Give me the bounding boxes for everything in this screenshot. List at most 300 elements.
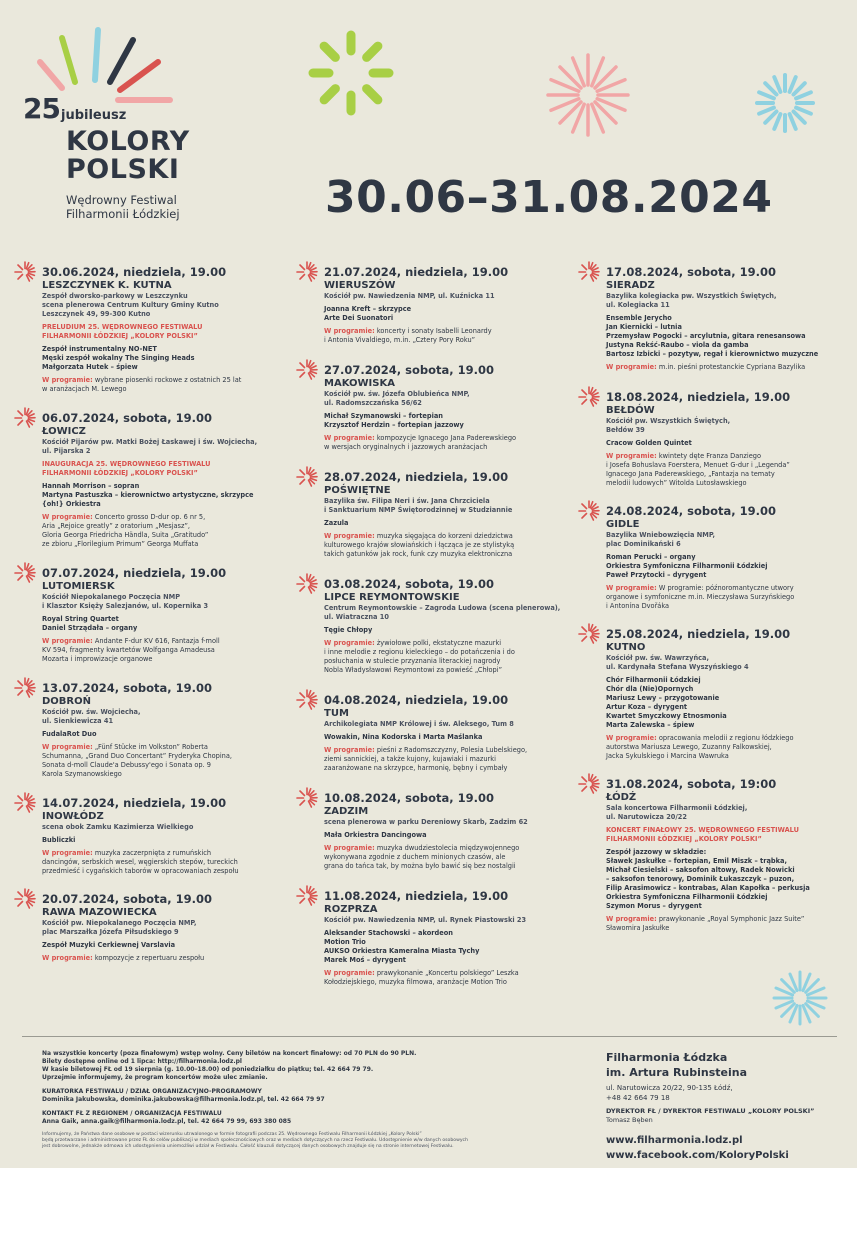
program-text: Gloria Georga Friedricha Händla, Suita „Gratitudo”	[42, 531, 209, 539]
event-venue	[42, 438, 280, 456]
performer-line: Royal String Quartet	[42, 615, 119, 623]
program-line	[324, 862, 568, 871]
event-date: 30.06.2024, niedziela, 19.00	[42, 265, 227, 279]
date-burst-icon	[14, 888, 36, 910]
event-date: 14.07.2024, niedziela, 19.00	[42, 796, 227, 810]
region-label: KONTAKT FŁ Z REGIONEM / ORGANIZACJA FESTIWALU	[42, 1110, 222, 1117]
program-line	[324, 764, 568, 773]
program-line	[606, 743, 844, 752]
event-town: ŁOWICZ	[42, 426, 86, 437]
event-performers	[324, 305, 568, 323]
event-town: ROZPRZA	[324, 904, 378, 915]
performer-line: Joanna Kreft – skrzypce	[324, 305, 412, 313]
event-town: ŁÓDŹ	[606, 792, 637, 803]
venue-line: Kościół pw. Niepokalanego Poczęcia NMP,	[42, 919, 197, 927]
performer-line: Michał Ciesielski – saksofon altowy, Radek Nowicki	[606, 866, 795, 874]
program-text: Ignacego Jana Paderewskiego, „Fantazja na tematy	[606, 470, 775, 478]
event-performers	[324, 412, 568, 430]
program-text: żywiołowe polki, ekstatyczne mazurki	[376, 639, 502, 647]
performer-line: Marek Moś – dyrygent	[324, 956, 406, 964]
performer-line: Przemysław Pogocki – arcylutnia, gitara renesansowa	[606, 332, 806, 340]
performer-line: Krzysztof Herdzin – fortepian jazzowy	[324, 421, 464, 429]
program-line	[42, 385, 280, 394]
performer-line: Chór Filharmonii Łódzkiej	[606, 676, 701, 684]
event-program	[42, 954, 280, 963]
program-line	[606, 363, 844, 372]
program-text: kompozycje z repertuaru zespołu	[94, 954, 205, 962]
event-venue	[324, 497, 568, 515]
performer-line: Kwartet Smyczkowy Etnosmonia	[606, 712, 727, 720]
event-block	[18, 681, 280, 779]
footer-info	[42, 1050, 582, 1150]
program-text: grana do tańca tak, by można było bawić się bez nostalgii	[324, 862, 516, 870]
program-line	[42, 761, 280, 770]
date-burst-icon	[578, 261, 600, 283]
program-text: Aria „Rejoice greatly” z oratorium „Mesjasz”,	[42, 522, 190, 530]
event-performers	[324, 831, 568, 840]
program-line	[42, 770, 280, 779]
performer-line: Martyna Pastuszka – kierownictwo artystyczne, skrzypce	[42, 491, 254, 499]
program-label: W programie:	[324, 327, 375, 335]
event-performers	[42, 730, 280, 739]
event-block	[582, 390, 844, 488]
performer-line: Wowakin, Nina Kodorska i Marta Maślanka	[324, 733, 483, 741]
program-text: takich gatunków jak rock, funk czy muzyka elektroniczna	[324, 550, 513, 558]
disclaimer-line: jest dobrowolne, jednakże odmowa ich udostępnienia uniemożliwi udział w Festiwalu. Całość klauzuli dotyczącej danych osobowych znajduje się na stronie internetowej Festiwalu.	[42, 1144, 454, 1149]
venue-line: Zespół dworsko-parkowy w Leszczynku	[42, 292, 188, 300]
performer-line: Szymon Morus – dyrygent	[606, 902, 702, 910]
program-text: kulturowego krajów słowiańskich i łącząca je ze stylistyką	[324, 541, 515, 549]
event-block	[18, 265, 280, 394]
program-text: organowe i symfoniczne m.in. Mieczysława Surzyńskiego	[606, 593, 795, 601]
event-date: 06.07.2024, sobota, 19.00	[42, 411, 213, 425]
program-line	[324, 657, 568, 666]
event-venue	[324, 604, 568, 622]
program-line	[42, 858, 280, 867]
program-text: prawykonanie „Royal Symphonic Jazz Suite”	[658, 915, 805, 923]
event-performers	[606, 314, 844, 359]
date-burst-icon	[14, 261, 36, 283]
facebook-link[interactable]: www.facebook.com/KoloryPolski	[606, 1150, 789, 1161]
disclaimer-line: będą przetwarzane i administrowane przez FŁ do celów publikacji w mediach społecznościowych oraz w mediach dotyczących na rzecz Festiwalu. Udostępnienie w/w danych osobowych	[42, 1138, 468, 1143]
event-block	[300, 889, 568, 987]
program-line	[42, 752, 280, 761]
event-performers	[606, 676, 844, 730]
program-line	[324, 844, 568, 853]
venue-line: Kościół pw. św. Józefa Oblubieńca NMP,	[324, 390, 470, 398]
performer-line: Bartosz Izbicki – pozytyw, regał i kierownictwo muzyczne	[606, 350, 819, 358]
event-block	[300, 791, 568, 871]
anniversary-word: jubileusz	[61, 108, 127, 123]
event-town: LESZCZYNEK K. KUTNA	[42, 280, 172, 291]
program-text: i inne melodie z regionu kieleckiego – do potańczenia i do	[324, 648, 515, 656]
program-text: w aranżacjach M. Lewego	[42, 385, 127, 393]
program-line	[606, 470, 844, 479]
program-line	[606, 924, 844, 933]
event-program	[606, 452, 844, 488]
performer-line: Motion Trio	[324, 938, 366, 946]
event-date: 04.08.2024, niedziela, 19.00	[324, 693, 509, 707]
program-text: Andante F-dur KV 616, Fantazja f-moll	[94, 637, 220, 645]
program-text: koncerty i sonaty Isabelli Leonardy	[376, 327, 492, 335]
event-venue	[42, 593, 280, 611]
program-label: W programie:	[324, 969, 375, 977]
program-line	[606, 602, 844, 611]
event-town: ZADZIM	[324, 806, 369, 817]
event-date: 17.08.2024, sobota, 19.00	[606, 265, 777, 279]
program-label: W programie:	[324, 844, 375, 852]
program-label: W programie:	[42, 637, 93, 645]
date-burst-icon	[296, 466, 318, 488]
program-label: W programie:	[324, 532, 375, 540]
event-town: BEŁDÓW	[606, 405, 655, 416]
event-venue	[324, 916, 568, 925]
program-text: posłuchania w stulecie przyznania literackiej nagrody	[324, 657, 501, 665]
disclaimer-line: Informujemy, że Państwa dane osobowe w postaci wizerunku utrwalonego w formie fotografii podczas 25. Wędrownego Festiwalu Filharmonii Łódzkiej „Kolory Polski”	[42, 1132, 422, 1137]
performer-line: FudalaRot Duo	[42, 730, 97, 738]
special-line: FILHARMONII ŁÓDZKIEJ „KOLORY POLSKI”	[42, 332, 198, 340]
event-block	[18, 566, 280, 664]
festival-subtitle	[66, 193, 180, 221]
venue-line: ul. Sienkiewicza 41	[42, 717, 114, 725]
date-burst-icon	[296, 689, 318, 711]
program-text: kompozycje Ignacego Jana Paderewskiego	[376, 434, 517, 442]
venue-line: Bełdów 39	[606, 426, 645, 434]
performer-line: {oh!} Orkiestra	[42, 500, 101, 508]
event-block	[300, 470, 568, 559]
date-burst-icon	[14, 792, 36, 814]
event-performers	[324, 733, 568, 742]
event-venue	[606, 804, 844, 822]
program-line	[324, 978, 568, 987]
event-date: 03.08.2024, sobota, 19.00	[324, 577, 495, 591]
program-text: ze zbioru „Florilegium Primum” Georga Muffata	[42, 540, 199, 548]
performer-line: Cracow Golden Quintet	[606, 439, 692, 447]
event-performers	[324, 626, 568, 635]
program-text: Nobla Władysławowi Reymontowi za powieść „Chłopi”	[324, 666, 502, 674]
event-program	[606, 363, 844, 372]
program-label: W programie:	[606, 734, 657, 742]
venue-line: ul. Kardynała Stefana Wyszyńskiego 4	[606, 663, 749, 671]
date-burst-icon	[578, 500, 600, 522]
program-line	[324, 443, 568, 452]
program-line	[324, 550, 568, 559]
event-program	[42, 849, 280, 876]
performer-line: Justyna Rekść-Raubo – viola da gamba	[606, 341, 749, 349]
event-performers	[606, 439, 844, 448]
event-venue	[324, 390, 568, 408]
venue-line: plac Dominikański 6	[606, 540, 681, 548]
special-line: INAUGURACJA 25. WĘDROWNEGO FESTIWALU	[42, 460, 211, 468]
performer-line: – saksofon tenorowy, Dominik Łukaszczyk – puzon,	[606, 875, 795, 883]
festival-title	[66, 128, 190, 184]
performer-line: Zespół instrumentalny NO-NET	[42, 345, 157, 353]
festival-date-range: 30.06–31.08.2024	[325, 172, 773, 223]
org-phone[interactable]: +48 42 664 79 18	[606, 1094, 670, 1102]
program-line	[606, 479, 844, 488]
event-town: TUM	[324, 708, 349, 719]
performer-line: Hannah Morrison – sopran	[42, 482, 140, 490]
program-text: W programie: późnoromantyczne utwory	[658, 584, 794, 592]
performer-line: Zespół jazzowy w składzie:	[606, 848, 707, 856]
region-contact[interactable]: Anna Gaik, anna.gaik@filharmonia.lodz.pl, tel. 42 664 79 99, 693 380 085	[42, 1118, 292, 1125]
event-program	[324, 434, 568, 452]
org-name-line-2: im. Artura Rubinsteina	[606, 1066, 748, 1079]
venue-line: ul. Radomszczańska 56/62	[324, 399, 422, 407]
program-text: muzyka dwudziestolecia międzywojennego	[376, 844, 520, 852]
program-label: W programie:	[324, 639, 375, 647]
performer-line: Daniel Strządała – organy	[42, 624, 138, 632]
venue-line: scena obok Zamku Kazimierza Wielkiego	[42, 823, 194, 831]
event-performers	[324, 519, 568, 528]
venue-line: ul. Kolegiacka 11	[606, 301, 670, 309]
venue-line: plac Marszałka Józefa Piłsudskiego 9	[42, 928, 179, 936]
program-line	[324, 755, 568, 764]
event-venue	[42, 823, 280, 832]
event-town: SIERADZ	[606, 280, 655, 291]
event-block	[300, 693, 568, 773]
title-line-2: POLSKI	[66, 154, 180, 185]
program-line	[42, 637, 280, 646]
performer-line: Tęgie Chłopy	[324, 626, 373, 634]
event-date: 18.08.2024, niedziela, 19.00	[606, 390, 791, 404]
date-burst-icon	[14, 677, 36, 699]
special-line: KONCERT FINAŁOWY 25. WĘDROWNEGO FESTIWALU	[606, 826, 800, 834]
event-date: 21.07.2024, niedziela, 19.00	[324, 265, 509, 279]
program-text: wybrane piosenki rockowe z ostatnich 25 lat	[94, 376, 242, 384]
event-performers	[324, 929, 568, 965]
venue-line: ul. Pijarska 2	[42, 447, 91, 455]
program-text: zaaranżowane na skrzypce, harmonię, bębny i cymbały	[324, 764, 508, 772]
org-name-line-1: Filharmonia Łódzka	[606, 1051, 728, 1064]
program-line	[42, 531, 280, 540]
event-performers	[42, 941, 280, 950]
event-program	[606, 734, 844, 761]
info-line[interactable]: Bilety dostępne online od 1 lipca: http://filharmonia.lodz.pl	[42, 1058, 242, 1065]
program-text: Jacka Sykulskiego i Marcina Wawruka	[606, 752, 729, 760]
event-venue	[42, 708, 280, 726]
subtitle-line-2: Filharmonii Łódzkiej	[66, 207, 180, 221]
event-block	[18, 892, 280, 963]
event-venue	[606, 417, 844, 435]
performer-line: Małgorzata Hutek – śpiew	[42, 363, 138, 371]
event-town: INOWŁÓDZ	[42, 811, 104, 822]
program-line	[606, 915, 844, 924]
date-burst-icon	[296, 359, 318, 381]
curator-contact[interactable]: Dominika Jakubowska, dominika.jakubowska@filharmonia.lodz.pl, tel. 42 664 79 97	[42, 1096, 325, 1103]
program-text: m.in. pieśni protestanckie Cypriana Bazylika	[658, 363, 806, 371]
event-performers	[42, 615, 280, 633]
special-line: FILHARMONII ŁÓDZKIEJ „KOLORY POLSKI”	[42, 469, 198, 477]
event-venue	[324, 292, 568, 301]
venue-line: Kościół pw. Nawiedzenia NMP, ul. Kuźnicka 11	[324, 292, 495, 300]
program-line	[606, 452, 844, 461]
program-line	[42, 954, 280, 963]
performer-line: Ensemble Jerycho	[606, 314, 672, 322]
program-line	[324, 532, 568, 541]
director-label: DYREKTOR FŁ / DYREKTOR FESTIWALU „KOLORY POLSKI”	[606, 1107, 815, 1115]
performer-line: Męski zespół wokalny The Singing Heads	[42, 354, 195, 362]
curator-label: KURATORKA FESTIWALU / DZIAŁ ORGANIZACYJNO-PROGRAMOWY	[42, 1088, 262, 1095]
venue-line: Centrum Reymontowskie – Zagroda Ludowa (scena plenerowa),	[324, 604, 561, 612]
program-line	[606, 593, 844, 602]
program-label: W programie:	[42, 954, 93, 962]
event-venue	[606, 531, 844, 549]
events-column-3	[582, 265, 844, 933]
venue-line: Kościół pw. św. Wawrzyńca,	[606, 654, 709, 662]
venue-line: scena plenerowa Centrum Kultury Gminy Kutno	[42, 301, 219, 309]
blue-burst-icon	[757, 75, 813, 131]
event-block	[582, 777, 844, 933]
anniversary-number: 25	[23, 92, 60, 125]
event-block	[582, 627, 844, 761]
footer-divider	[22, 1036, 837, 1037]
program-line	[324, 336, 568, 345]
event-block	[582, 265, 844, 372]
program-text: i Antonia Vivaldiego, m.in. „Cztery Pory Roku”	[324, 336, 476, 344]
event-town: POŚWIĘTNE	[324, 485, 391, 496]
venue-line: scena plenerowa w parku Dereniowy Skarb, Zadzim 62	[324, 818, 528, 826]
event-program	[324, 327, 568, 345]
program-text: Sławomira Jaskułke	[606, 924, 670, 932]
program-line	[324, 648, 568, 657]
venue-line: Kościół Niepokalanego Poczęcia NMP	[42, 593, 181, 601]
website-link[interactable]: www.filharmonia.lodz.pl	[606, 1135, 743, 1146]
program-text: Concerto grosso D-dur op. 6 nr 5,	[94, 513, 206, 521]
program-text: dancingów, serbskich wesel, węgierskich stepów, tureckich	[42, 858, 238, 866]
program-line	[324, 746, 568, 755]
performer-line: Sławek Jaskułke – fortepian, Emil Miszk – trąbka,	[606, 857, 787, 865]
venue-line: Kościół pw. Nawiedzenia NMP, ul. Rynek Piastowski 23	[324, 916, 527, 924]
program-line	[324, 666, 568, 675]
date-burst-icon	[14, 407, 36, 429]
program-line	[606, 734, 844, 743]
program-line	[324, 434, 568, 443]
program-line	[42, 646, 280, 655]
performer-line: Mała Orkiestra Dancingowa	[324, 831, 427, 839]
event-date: 13.07.2024, sobota, 19.00	[42, 681, 213, 695]
program-text: opracowania melodii z regionu łódzkiego	[658, 734, 794, 742]
performer-line: Michał Szymanowski – fortepian	[324, 412, 443, 420]
event-program	[324, 969, 568, 987]
event-date: 07.07.2024, niedziela, 19.00	[42, 566, 227, 580]
subtitle-line-1: Wędrowny Festiwal	[66, 193, 177, 207]
event-program	[606, 915, 844, 933]
event-performers	[606, 553, 844, 580]
performer-line: Arte Dei Suonatori	[324, 314, 394, 322]
program-line	[324, 541, 568, 550]
director-name: Tomasz Bęben	[606, 1116, 653, 1124]
event-date: 31.08.2024, sobota, 19:00	[606, 777, 777, 791]
pink-burst-icon	[548, 55, 628, 135]
program-line	[42, 655, 280, 664]
program-text: KV 594, fragmenty kwartetów Wolfganga Amadeusa	[42, 646, 215, 654]
event-block	[300, 577, 568, 675]
event-program	[324, 746, 568, 773]
event-special-title	[42, 323, 280, 341]
event-block	[300, 363, 568, 452]
program-text: Mozarta i improwizacje organowe	[42, 655, 153, 663]
green-burst-icon	[313, 35, 389, 111]
title-line-1: KOLORY	[66, 126, 190, 157]
event-program	[324, 639, 568, 675]
program-text: muzyka zaczerpnięta z rumuńskich	[94, 849, 212, 857]
event-town: LUTOMIERSK	[42, 581, 115, 592]
event-performers	[606, 848, 844, 911]
event-venue	[606, 292, 844, 310]
event-venue	[324, 720, 568, 729]
special-line: PRELUDIUM 25. WĘDROWNEGO FESTIWALU	[42, 323, 203, 331]
event-program	[42, 743, 280, 779]
program-line	[42, 849, 280, 858]
event-program	[42, 637, 280, 664]
performer-line: Chór dla (Nie)Opornych	[606, 685, 694, 693]
date-burst-icon	[578, 623, 600, 645]
program-text: „Fünf Stücke im Volkston” Roberta	[94, 743, 208, 751]
performer-line: Artur Koza – dyrygent	[606, 703, 688, 711]
event-venue	[324, 818, 568, 827]
performer-line: Zespół Muzyki Cerkiewnej Varslavia	[42, 941, 176, 949]
program-text: wykonywana zgodnie z duchem minionych czasów, ale	[324, 853, 506, 861]
event-performers	[42, 482, 280, 509]
event-program	[324, 844, 568, 871]
program-line	[42, 867, 280, 876]
performer-line: Roman Perucki – organy	[606, 553, 696, 561]
program-line	[606, 461, 844, 470]
program-text: melodii ludowych” Witolda Lutosławskiego	[606, 479, 747, 487]
event-town: WIERUSZÓW	[324, 280, 396, 291]
event-performers	[42, 836, 280, 845]
program-text: prawykonanie „Koncertu polskiego” Leszka	[376, 969, 519, 977]
date-burst-icon	[296, 787, 318, 809]
venue-line: Sala koncertowa Filharmonii Łódzkiej,	[606, 804, 748, 812]
program-text: ziemi sannickiej, a także kujony, kujawiaki i mazurki	[324, 755, 496, 763]
program-text: autorstwa Mariusza Lewego, Zuzanny Falkowskiej,	[606, 743, 772, 751]
org-address: ul. Narutowicza 20/22, 90-135 Łódź,	[606, 1084, 733, 1092]
performer-line: Aleksander Stachowski – akordeon	[324, 929, 453, 937]
performer-line: Mariusz Lewy – przygotowanie	[606, 694, 720, 702]
event-block	[300, 265, 568, 345]
event-town: MAKOWISKA	[324, 378, 395, 389]
event-date: 28.07.2024, niedziela, 19.00	[324, 470, 509, 484]
performer-line: Bubliczki	[42, 836, 76, 844]
program-label: W programie:	[606, 584, 657, 592]
event-town: GIDLE	[606, 519, 640, 530]
event-venue	[42, 292, 280, 319]
performer-line: Zazula	[324, 519, 349, 527]
venue-line: Bazylika Wniebowzięcia NMP,	[606, 531, 715, 539]
venue-line: Kościół pw. Wszystkich Świętych,	[606, 417, 731, 425]
venue-line: i Sanktuarium NMP Świętorodzinnej w Studziannie	[324, 506, 513, 514]
program-line	[42, 513, 280, 522]
info-line: Na wszystkie koncerty (poza finałowym) wstęp wolny. Ceny biletów na koncert finałowy: od 70 PLN do 90 PLN.	[42, 1050, 417, 1057]
event-block	[582, 504, 844, 611]
program-line	[42, 376, 280, 385]
program-label: W programie:	[606, 363, 657, 371]
performer-line: Filip Arasimowicz – kontrabas, Alan Kapołka – perkusja	[606, 884, 810, 892]
venue-line: Archikolegiata NMP Królowej i św. Aleksego, Tum 8	[324, 720, 514, 728]
program-line	[42, 743, 280, 752]
date-burst-icon	[296, 573, 318, 595]
event-venue	[42, 919, 280, 937]
date-burst-icon	[14, 562, 36, 584]
program-label: W programie:	[42, 743, 93, 751]
program-line	[606, 584, 844, 593]
venue-line: i Klasztor Księży Salezjanów, ul. Kopernika 3	[42, 602, 209, 610]
program-label: W programie:	[42, 513, 93, 521]
program-label: W programie:	[606, 452, 657, 460]
event-performers	[42, 345, 280, 372]
